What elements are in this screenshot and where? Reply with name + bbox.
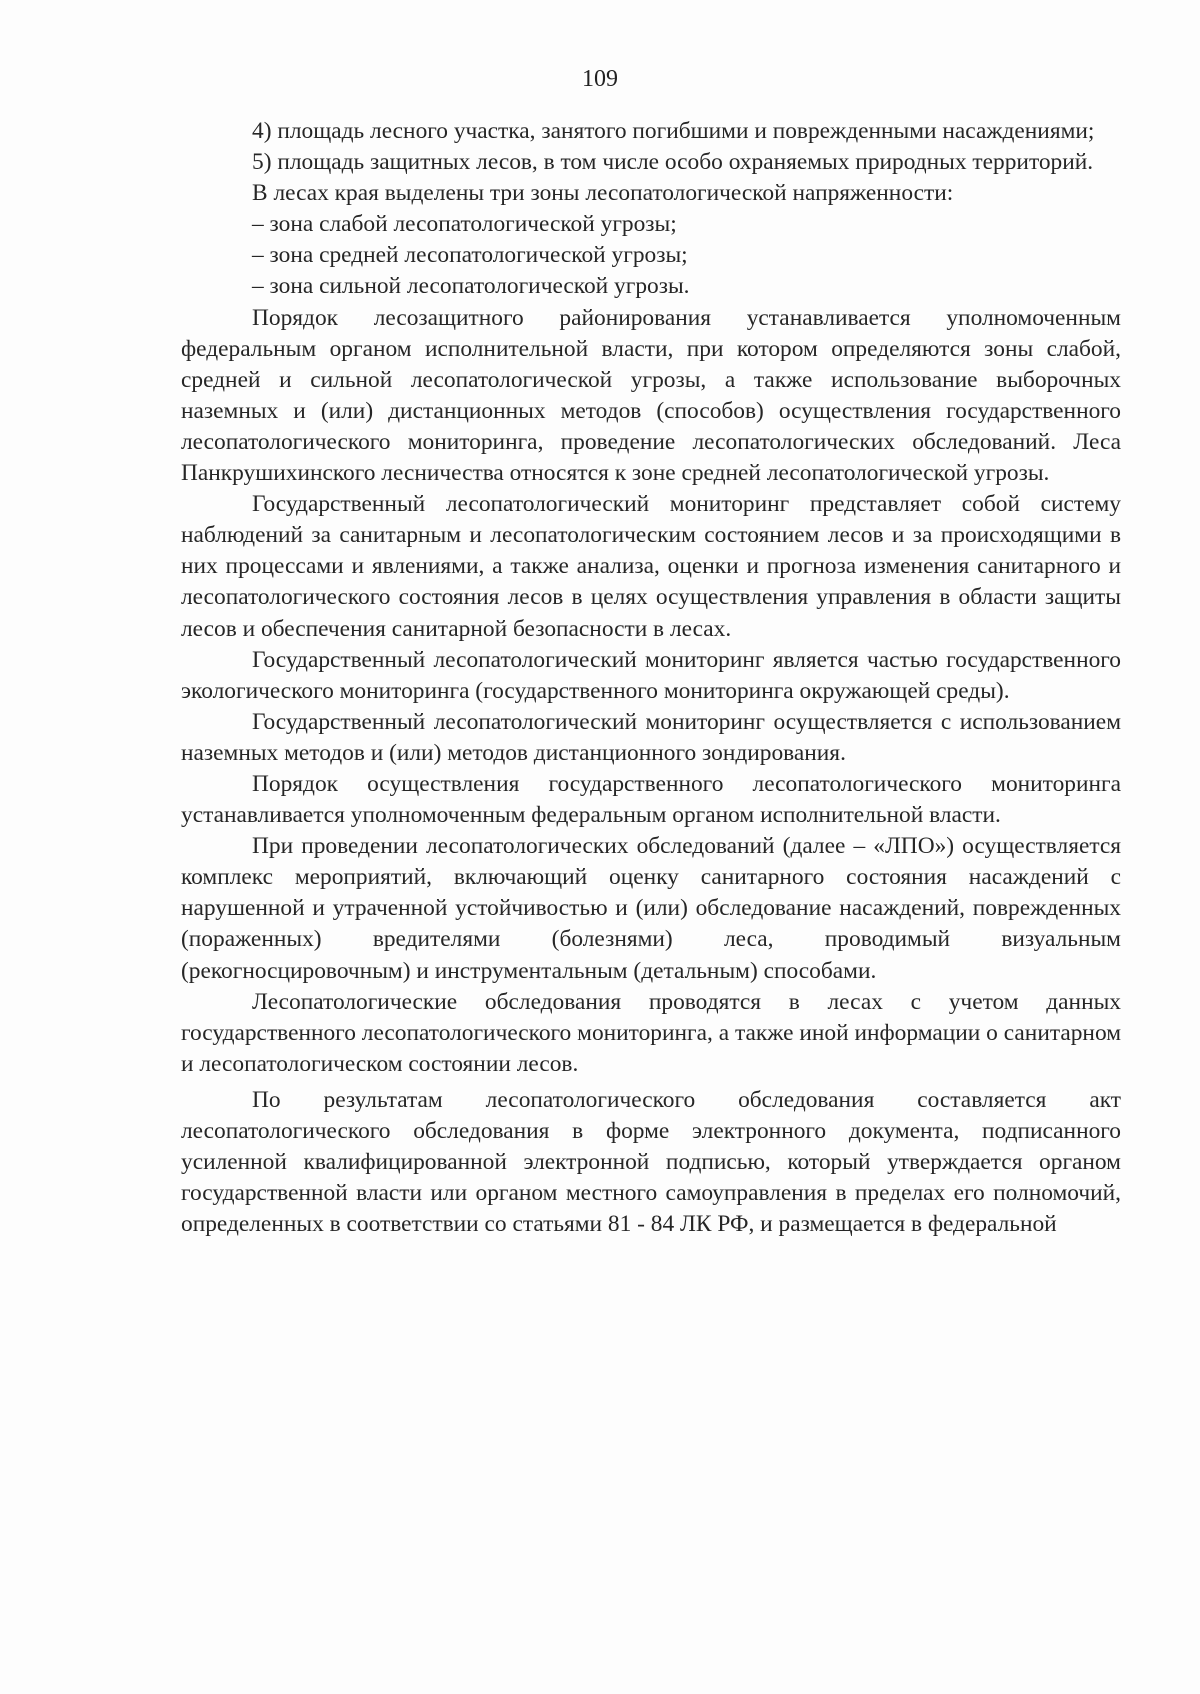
list-item-weak-zone: – зона слабой лесопатологической угрозы; <box>252 211 677 238</box>
paragraph-monitoring-methods: Государственный лесопатологический мониторинг осуществляется с использованием наземных методов и (или) методов дистанционного зондирования. <box>181 708 1121 766</box>
page-number: 109 <box>582 66 618 92</box>
paragraph-monitoring-part: Государственный лесопатологический мониторинг является частью государственного экологического мониторинга (государственного мониторинга окружающей среды). <box>181 646 1121 704</box>
paragraph-monitoring-definition: Государственный лесопатологический мониторинг представляет собой систему наблюдений за санитарным и лесопатологическим состоянием лесов и за происходящими в них процессами и явлениями, а также анализа, оценки и прогноза изменения санитарного и лесопатологического состояния лесов в целях осуществления управления в области защиты лесов и обеспечения санитарной безопасности в лесах. <box>181 491 1121 642</box>
document-body <box>181 116 1121 1240</box>
paragraph-item-4: 4) площадь лесного участка, занятого погибшими и поврежденными насаждениями; <box>252 118 1095 144</box>
list-item-medium-zone: – зона средней лесопатологической угрозы; <box>252 242 688 269</box>
list-item-strong-zone: – зона сильной лесопатологической угрозы. <box>252 273 690 300</box>
paragraph-zones-intro: В лесах края выделены три зоны лесопатологической напряженности: <box>252 180 954 207</box>
paragraph-zoning-procedure: Порядок лесозащитного районирования устанавливается уполномоченным федеральным органом исполнительной власти, при котором определяются зоны слабой, средней и сильной лесопатологической угрозы, а также использование выборочных наземных и (или) дистанционных методов (способов) осуществления государственного лесопатологического мониторинга, проведение лесопатологических обследований. Леса Панкрушихинского лесничества относятся к зоне средней лесопатологической угрозы. <box>181 304 1121 487</box>
paragraph-monitoring-procedure: Порядок осуществления государственного лесопатологического мониторинга устанавливается уполномоченным федеральным органом исполнительной власти. <box>181 770 1121 829</box>
paragraph-item-5: 5) площадь защитных лесов, в том числе особо охраняемых природных территорий. <box>252 149 1094 176</box>
paragraph-lpo-definition: При проведении лесопатологических обследований (далее – «ЛПО») осуществляется комплекс мероприятий, включающий оценку санитарного состояния насаждений с нарушенной и утраченной устойчивостью и (или) обследование насаждений, поврежденных (пораженных) вредителями (болезнями) леса, проводимый визуальным (рекогносцировочным) и инструментальным (детальным) способами. <box>181 833 1121 984</box>
paragraph-survey-act: По результатам лесопатологического обследования составляется акт лесопатологического обследования в форме электронного документа, подписанного усиленной квалифицированной электронной подписью, который утверждается органом государственной власти или органом местного самоуправления в пределах его полномочий, определенных в соответствии со статьями 81 - 84 ЛК РФ, и размещается в федеральной <box>181 1086 1121 1238</box>
paragraph-surveys-data: Лесопатологические обследования проводятся в лесах с учетом данных государственного лесопатологического мониторинга, а также иной информации о санитарном и лесопатологическом состоянии лесов. <box>181 988 1121 1077</box>
